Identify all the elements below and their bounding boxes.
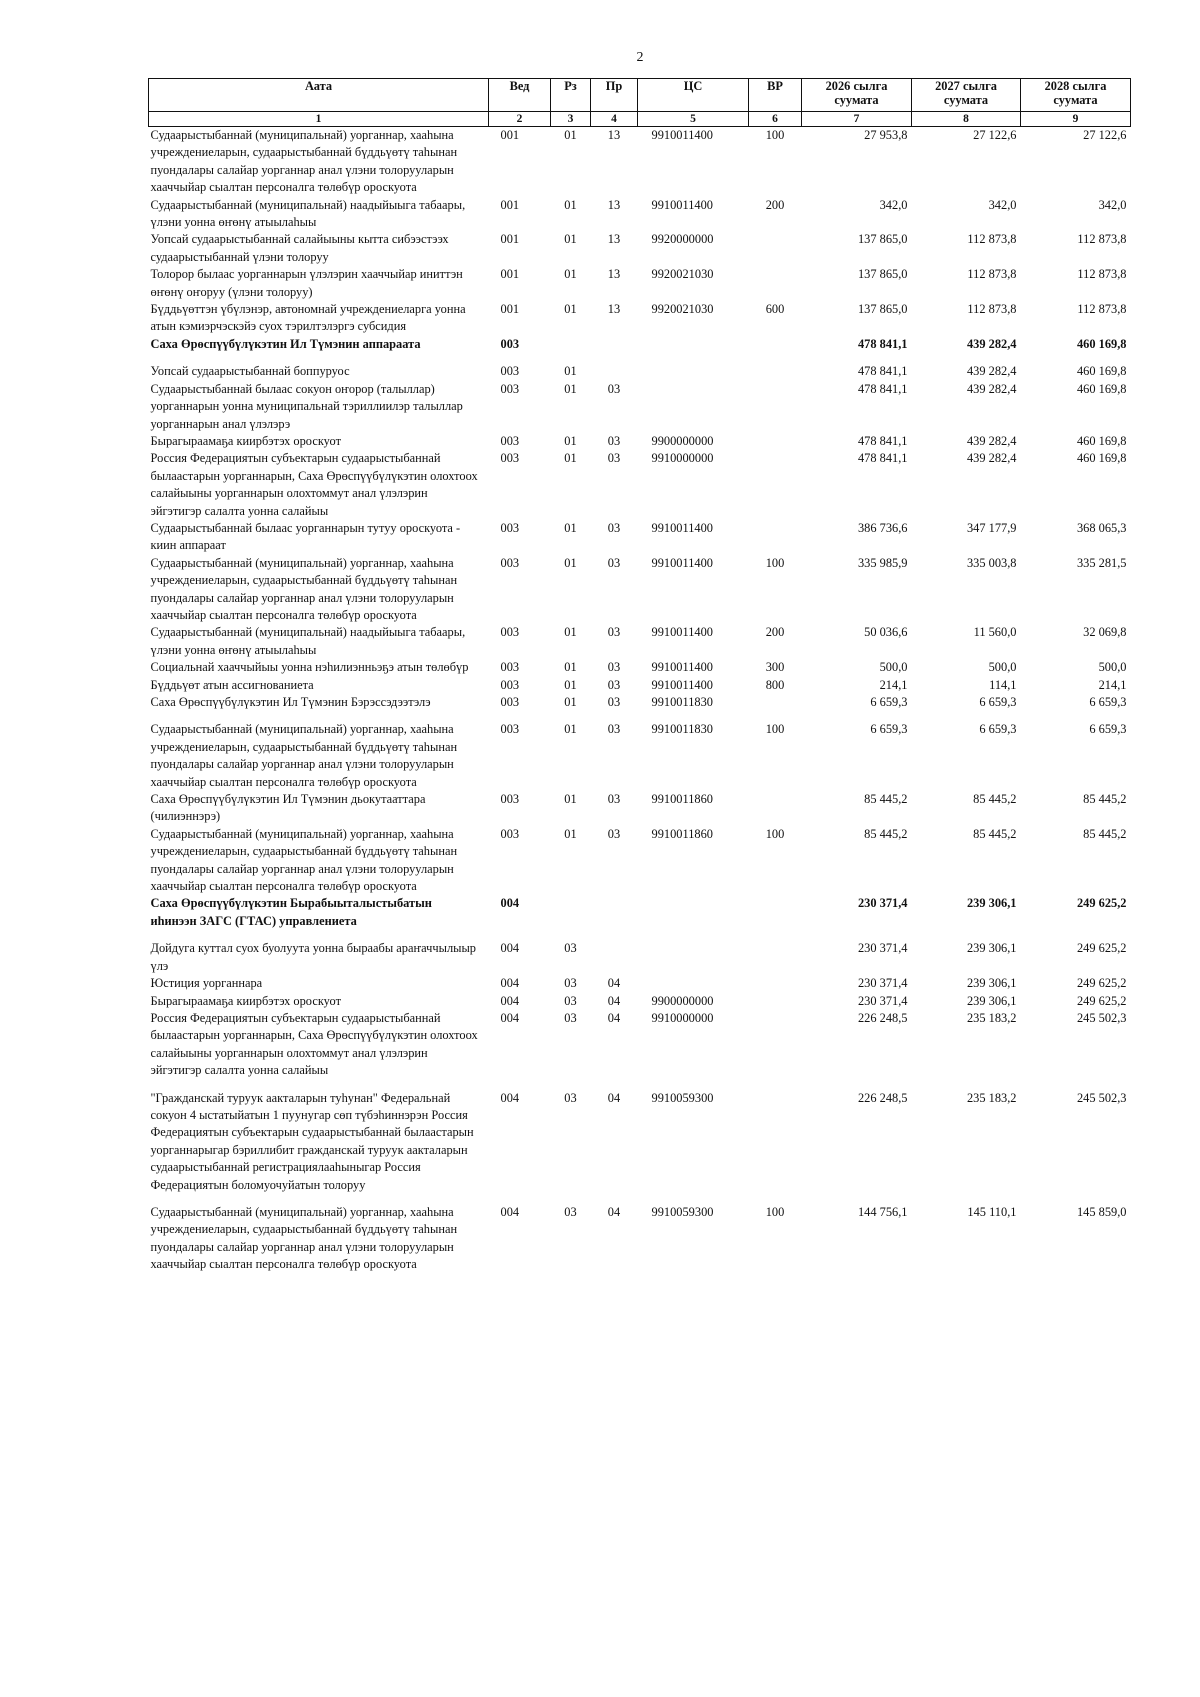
row-ved: 003 <box>500 336 520 351</box>
row-vr <box>749 450 802 520</box>
row-amount-2027: 112 873,8 <box>967 302 1017 317</box>
row-vr <box>749 930 802 975</box>
column-number-row <box>149 112 1131 127</box>
row-amount-2028: 249 625,2 <box>1076 993 1127 1008</box>
row-cs: 9910000000 <box>651 1010 714 1025</box>
row-ved: 003 <box>500 555 520 570</box>
row-rz: 01 <box>564 364 577 379</box>
row-pr: 04 <box>607 993 621 1008</box>
col-number: 8 <box>912 112 1021 127</box>
table-row <box>149 791 1131 826</box>
row-amount-2028: 214,1 <box>1098 677 1127 692</box>
row-rz: 01 <box>564 826 577 841</box>
row-ved: 004 <box>500 976 520 991</box>
row-pr: 04 <box>607 1010 621 1025</box>
row-amount-2028: 112 873,8 <box>1077 232 1127 247</box>
row-amount-2027: 439 282,4 <box>966 336 1017 351</box>
row-rz: 01 <box>564 695 577 709</box>
row-name: Социальнай хааччыйыы уонна нэһилиэнньэҕэ атын төлөбүр <box>150 660 469 675</box>
row-ved: 003 <box>500 451 520 466</box>
col-number: 2 <box>489 112 551 127</box>
row-vr <box>749 433 802 450</box>
row-amount-2026: 386 736,6 <box>857 520 908 535</box>
row-pr: 03 <box>607 722 621 737</box>
row-pr: 03 <box>607 381 621 396</box>
row-ved: 003 <box>500 520 520 535</box>
row-amount-2028: 460 169,8 <box>1076 381 1127 396</box>
row-pr: 03 <box>607 433 621 448</box>
row-amount-2028: 145 859,0 <box>1076 1204 1127 1219</box>
row-vr <box>749 1080 802 1194</box>
row-cs: 9910011400 <box>651 660 713 675</box>
col-header-cs: ЦС <box>638 79 749 112</box>
row-name: Бырагыраамаҕа киирбэтэх ороскуот <box>150 993 341 1008</box>
col-header-name: Аата <box>149 79 489 112</box>
row-vr: 200 <box>765 625 785 640</box>
row-ved: 004 <box>500 896 520 911</box>
row-name: Саха Өрөспүүбүлүкэтин Бырабыыталыстыбатын иһинээн ЗАГС (ГТАС) управлениета <box>150 896 432 928</box>
row-pr: 13 <box>607 197 621 212</box>
table-row <box>149 433 1131 450</box>
table-row <box>149 624 1131 659</box>
row-name: Судаарыстыбаннай (муниципальнай) уорганнар, хааһына учреждениеларын, судаарыстыбаннай бүддьүөтү таһынан пуондалары салайар уорганнар анал үлэни толорууларын хааччыйар сыалтан персоналга төлөбүр ороскуота <box>150 722 458 789</box>
row-vr <box>749 353 802 380</box>
row-amount-2026: 230 371,4 <box>857 976 908 991</box>
row-vr: 100 <box>765 826 785 841</box>
table-row <box>149 1080 1131 1194</box>
row-rz: 01 <box>564 128 577 142</box>
row-name: Уопсай судаарыстыбаннай салайыыны кытта сибээстээх судаарыстыбаннай үлэни толоруу <box>150 232 449 264</box>
col-number: 4 <box>591 112 638 127</box>
row-amount-2028: 249 625,2 <box>1076 941 1127 956</box>
row-amount-2026: 137 865,0 <box>857 232 908 247</box>
row-name: Судаарыстыбаннай (муниципальнай) наадыйыыга табаары, үлэни уонна өҥөнү атыылаһыы <box>150 197 466 230</box>
row-ved: 003 <box>500 695 520 709</box>
row-amount-2028: 460 169,8 <box>1076 336 1127 351</box>
col-header-2028: 2028 сылга суумата <box>1021 79 1131 112</box>
row-rz <box>551 336 591 353</box>
row-rz: 01 <box>564 722 577 737</box>
row-amount-2028: 27 122,6 <box>1083 128 1127 142</box>
row-vr <box>749 520 802 555</box>
row-name: Россия Федерациятын субъектарын судаарыстыбаннай былаастарын уорганнарын, Саха Өрөспүүбүлүкэтин олохтоох салайыыны уорганнарын олохтоммут анал үлэлэрин эйгэтигэр салалта уонна салайыы <box>150 1010 478 1078</box>
row-pr <box>591 353 638 380</box>
row-pr: 03 <box>607 625 621 640</box>
row-amount-2028: 85 445,2 <box>1083 826 1127 841</box>
col-header-ved: Вед <box>489 79 551 112</box>
row-cs: 9910000000 <box>651 451 714 466</box>
table-row <box>149 381 1131 433</box>
table-row <box>149 930 1131 975</box>
row-vr: 100 <box>765 722 785 737</box>
table-row <box>149 1010 1131 1080</box>
row-vr <box>749 266 802 301</box>
col-header-vr: ВР <box>749 79 802 112</box>
table-row <box>149 336 1131 353</box>
header-row <box>149 79 1131 112</box>
row-ved: 004 <box>500 993 520 1008</box>
row-amount-2026: 478 841,1 <box>857 381 908 396</box>
row-amount-2028: 249 625,2 <box>1076 896 1127 911</box>
row-ved: 003 <box>500 433 520 448</box>
row-pr: 04 <box>607 1090 621 1105</box>
row-ved: 001 <box>500 267 520 282</box>
row-cs: 9910011400 <box>651 625 713 640</box>
row-rz: 01 <box>564 302 577 317</box>
row-amount-2026: 500,0 <box>879 660 908 675</box>
table-body <box>149 127 1131 1274</box>
row-amount-2026: 137 865,0 <box>857 302 908 317</box>
row-amount-2028: 112 873,8 <box>1077 267 1127 282</box>
row-amount-2028: 460 169,8 <box>1076 433 1127 448</box>
budget-table <box>148 78 1131 1274</box>
row-vr <box>749 1010 802 1080</box>
row-rz: 01 <box>564 232 577 247</box>
row-amount-2027: 114,1 <box>989 677 1017 692</box>
row-vr <box>749 895 802 930</box>
row-pr: 03 <box>607 792 621 807</box>
row-amount-2028: 500,0 <box>1098 660 1127 675</box>
row-amount-2027: 85 445,2 <box>973 826 1017 841</box>
col-header-2027: 2027 сылга суумата <box>912 79 1021 112</box>
row-amount-2028: 112 873,8 <box>1077 302 1127 317</box>
row-name: "Гражданскай туруук аакталарын туһунан" Федеральнай сокуон 4 ыстатыйатын 1 пуунугар сөп түбэһиннэрэн Россия Федерациятын субъектарын судаарыстыбаннай былаастарын уорганнарыгар бэриллибит гражданскай туруук аакталарын судаарыстыбаннай регистрациялааһыныгар Россия Федерациятын боломуочуйатын толоруу <box>150 1090 474 1192</box>
row-pr <box>591 930 638 975</box>
row-amount-2026: 6 659,3 <box>870 722 908 737</box>
row-pr: 03 <box>607 555 621 570</box>
row-cs <box>638 975 749 992</box>
row-amount-2026: 6 659,3 <box>870 695 908 709</box>
row-amount-2027: 439 282,4 <box>966 364 1017 379</box>
row-pr: 04 <box>607 1204 621 1219</box>
row-cs: 9900000000 <box>651 433 714 448</box>
row-cs: 9920000000 <box>651 232 714 247</box>
row-ved: 003 <box>500 826 520 841</box>
row-name: Саха Өрөспүүбүлүкэтин Ил Түмэнин дьокутааттара (чилиэннэрэ) <box>150 792 426 824</box>
row-cs: 9920021030 <box>651 267 714 282</box>
row-amount-2027: 239 306,1 <box>966 896 1017 911</box>
row-ved: 003 <box>500 792 520 807</box>
row-pr <box>591 336 638 353</box>
row-name: Судаарыстыбаннай (муниципальнай) уорганнар, хааһына учреждениеларын, судаарыстыбаннай бүддьүөтү таһынан пуондалары салайар уорганнар анал үлэни толорууларын хааччыйар сыалтан персоналга төлөбүр ороскуота <box>150 128 458 195</box>
row-amount-2026: 230 371,4 <box>857 941 908 956</box>
row-cs: 9910011400 <box>651 197 713 212</box>
col-number: 7 <box>802 112 912 127</box>
table-row <box>149 677 1131 694</box>
row-rz: 01 <box>564 792 577 807</box>
table-row <box>149 127 1131 197</box>
row-ved: 004 <box>500 941 520 956</box>
row-name: Юстиция уорганнара <box>150 976 263 991</box>
table-row <box>149 694 1131 711</box>
row-rz: 01 <box>564 267 577 282</box>
row-amount-2027: 500,0 <box>988 660 1017 675</box>
row-name: Судаарыстыбаннай (муниципальнай) уорганнар, хааһына учреждениеларын, судаарыстыбаннай бүддьүөтү таһынан пуондалары салайар уорганнар анал үлэни толорууларын хааччыйар сыалтан персоналга төлөбүр ороскуота <box>150 1204 458 1272</box>
row-name: Дойдуга куттал суох буолуута уонна быраабы араҥаччылыыр үлэ <box>150 941 476 973</box>
row-cs <box>638 895 749 930</box>
row-rz: 03 <box>564 1010 577 1025</box>
row-amount-2026: 214,1 <box>879 677 908 692</box>
row-ved: 003 <box>500 660 520 675</box>
row-amount-2027: 112 873,8 <box>967 267 1017 282</box>
row-rz: 03 <box>564 1090 577 1105</box>
row-amount-2026: 230 371,4 <box>857 993 908 1008</box>
table-row <box>149 197 1131 232</box>
page-number: 2 <box>636 50 644 65</box>
row-amount-2026: 226 248,5 <box>857 1010 908 1025</box>
row-vr <box>749 336 802 353</box>
row-pr: 13 <box>607 267 621 282</box>
row-ved: 004 <box>500 1090 520 1105</box>
row-rz: 01 <box>564 660 577 675</box>
row-amount-2026: 85 445,2 <box>864 826 908 841</box>
row-amount-2026: 478 841,1 <box>857 364 908 379</box>
row-cs: 9910011860 <box>651 826 713 841</box>
row-ved: 003 <box>500 381 520 396</box>
row-amount-2028: 245 502,3 <box>1076 1090 1127 1105</box>
row-name: Уопсай судаарыстыбаннай боппуруос <box>150 364 350 379</box>
row-name: Судаарыстыбаннай (муниципальнай) уорганнар, хааһына учреждениеларын, судаарыстыбаннай бүддьүөтү таһынан пуондалары салайар уорганнар анал үлэни толорууларын хааччыйар сыалтан персоналга төлөбүр ороскуота <box>150 826 458 894</box>
row-pr: 03 <box>607 451 621 466</box>
row-amount-2027: 239 306,1 <box>966 993 1017 1008</box>
table-row <box>149 659 1131 676</box>
row-amount-2026: 478 841,1 <box>857 433 908 448</box>
table-row <box>149 450 1131 520</box>
row-pr: 03 <box>607 826 621 841</box>
row-vr: 600 <box>765 302 785 317</box>
row-amount-2028: 342,0 <box>1098 197 1127 212</box>
table-row <box>149 353 1131 380</box>
row-amount-2026: 478 841,1 <box>857 451 908 466</box>
row-amount-2026: 144 756,1 <box>857 1204 908 1219</box>
row-ved: 001 <box>500 197 520 212</box>
row-pr: 13 <box>607 302 621 317</box>
row-ved: 004 <box>500 1010 520 1025</box>
row-pr: 04 <box>607 976 621 991</box>
row-cs: 9910011400 <box>651 128 713 142</box>
row-amount-2027: 342,0 <box>988 197 1017 212</box>
row-amount-2026: 335 985,9 <box>857 555 908 570</box>
row-cs: 9910059300 <box>651 1204 714 1219</box>
table-row <box>149 520 1131 555</box>
row-rz: 03 <box>564 941 577 956</box>
row-name: Судаарыстыбаннай (муниципальнай) уорганнар, хааһына учреждениеларын, судаарыстыбаннай бүддьүөтү таһынан пуондалары салайар уорганнар анал үлэни толорууларын хааччыйар сыалтан персоналга төлөбүр ороскуота <box>150 555 458 622</box>
row-amount-2028: 6 659,3 <box>1089 722 1127 737</box>
row-vr <box>749 993 802 1010</box>
row-vr: 800 <box>765 677 785 692</box>
row-amount-2028: 460 169,8 <box>1076 364 1127 379</box>
row-vr: 100 <box>765 128 785 142</box>
row-pr: 03 <box>607 660 621 675</box>
row-name: Саха Өрөспүүбүлүкэтин Ил Түмэнин аппараата <box>150 336 421 351</box>
row-rz <box>551 895 591 930</box>
row-rz: 01 <box>564 197 577 212</box>
row-ved: 003 <box>500 677 520 692</box>
row-rz: 01 <box>564 520 577 535</box>
row-amount-2027: 347 177,9 <box>966 520 1017 535</box>
row-name: Судаарыстыбаннай былаас уорганнарын тутуу ороскуота - киин аппараат <box>150 520 461 553</box>
row-amount-2027: 145 110,1 <box>967 1204 1017 1219</box>
row-amount-2028: 335 281,5 <box>1076 555 1127 570</box>
row-rz: 01 <box>564 381 577 396</box>
row-amount-2026: 50 036,6 <box>864 625 908 640</box>
row-cs: 9910059300 <box>651 1090 714 1105</box>
row-pr <box>591 895 638 930</box>
row-amount-2027: 239 306,1 <box>966 941 1017 956</box>
row-vr: 200 <box>765 197 785 212</box>
table-row <box>149 993 1131 1010</box>
row-name: Россия Федерациятын субъектарын судаарыстыбаннай былаастарын уорганнарын, Саха Өрөспүүбүлүкэтин олохтоох салайыыны уорганнарын олохтоммут анал үлэлэрин эйгэтигэр салалта уонна салайыы <box>150 451 478 518</box>
row-pr: 13 <box>607 232 621 247</box>
row-rz: 03 <box>564 993 577 1008</box>
row-amount-2027: 239 306,1 <box>966 976 1017 991</box>
row-rz: 01 <box>564 677 577 692</box>
table-row <box>149 895 1131 930</box>
row-amount-2026: 137 865,0 <box>857 267 908 282</box>
row-vr: 100 <box>765 1204 785 1219</box>
row-amount-2027: 235 183,2 <box>966 1090 1017 1105</box>
row-vr <box>749 975 802 992</box>
table-row <box>149 301 1131 336</box>
row-rz: 01 <box>564 451 577 466</box>
table-row <box>149 266 1131 301</box>
row-amount-2027: 235 183,2 <box>966 1010 1017 1025</box>
row-amount-2026: 226 248,5 <box>857 1090 908 1105</box>
row-amount-2027: 112 873,8 <box>967 232 1017 247</box>
row-pr: 03 <box>607 695 621 709</box>
row-name: Судаарыстыбаннай (муниципальнай) наадыйыыга табаары, үлэни уонна өҥөнү атыылаһыы <box>150 625 466 657</box>
row-amount-2027: 6 659,3 <box>979 695 1017 709</box>
row-vr: 300 <box>765 660 785 675</box>
row-name: Толорор былаас уорганнарын үлэлэрин хааччыйар иниттэн өҥөнү оҥоруу (үлэни толоруу) <box>150 267 463 299</box>
row-rz: 01 <box>564 433 577 448</box>
row-vr <box>749 231 802 266</box>
table-row <box>149 975 1131 992</box>
table-row <box>149 231 1131 266</box>
row-name: Бүддьүөттэн үбүлэнэр, автономнай учреждениеларга уонна атын кэмиэрчэскэйэ суох тэрилтэлэргэ субсидия <box>150 302 466 334</box>
row-vr <box>749 694 802 711</box>
col-number: 6 <box>749 112 802 127</box>
row-amount-2026: 478 841,1 <box>857 336 908 351</box>
row-amount-2026: 27 953,8 <box>864 128 908 142</box>
row-amount-2027: 11 560,0 <box>973 625 1017 640</box>
table-row <box>149 711 1131 791</box>
row-ved: 004 <box>500 1204 520 1219</box>
row-cs: 9910011400 <box>651 677 713 692</box>
table-row <box>149 826 1131 896</box>
row-amount-2028: 85 445,2 <box>1083 792 1127 807</box>
row-amount-2026: 342,0 <box>879 197 908 212</box>
row-cs <box>638 381 749 433</box>
table-row <box>149 1194 1131 1274</box>
row-amount-2027: 439 282,4 <box>966 451 1017 466</box>
row-amount-2027: 27 122,6 <box>973 128 1017 142</box>
row-name: Судаарыстыбаннай былаас сокуон оҥорор (талыллар) уорганнарын уонна муниципальнай тэриллиилэр талыллар уорганнарын анал үлэлэрэ <box>150 381 463 431</box>
row-amount-2028: 249 625,2 <box>1076 976 1127 991</box>
row-cs: 9910011830 <box>651 722 713 737</box>
col-number: 5 <box>638 112 749 127</box>
row-amount-2028: 6 659,3 <box>1089 695 1127 709</box>
row-vr: 100 <box>765 555 785 570</box>
row-amount-2028: 245 502,3 <box>1076 1010 1127 1025</box>
row-pr: 03 <box>607 677 621 692</box>
row-ved: 001 <box>500 128 520 142</box>
row-rz: 03 <box>564 1204 577 1219</box>
row-cs: 9910011400 <box>651 555 713 570</box>
row-amount-2026: 230 371,4 <box>857 896 908 911</box>
row-cs: 9900000000 <box>651 993 714 1008</box>
col-header-2026: 2026 сылга суумата <box>802 79 912 112</box>
row-ved: 003 <box>500 625 520 640</box>
row-pr: 13 <box>607 128 621 142</box>
row-amount-2028: 460 169,8 <box>1076 451 1127 466</box>
row-amount-2027: 439 282,4 <box>966 433 1017 448</box>
row-name: Саха Өрөспүүбүлүкэтин Ил Түмэнин Бэрэссэдээтэлэ <box>150 695 431 709</box>
row-amount-2027: 335 003,8 <box>966 555 1017 570</box>
col-number: 1 <box>149 112 489 127</box>
row-ved: 001 <box>500 302 520 317</box>
row-cs <box>638 353 749 380</box>
col-number: 3 <box>551 112 591 127</box>
row-amount-2027: 439 282,4 <box>966 381 1017 396</box>
row-cs: 9920021030 <box>651 302 714 317</box>
row-vr <box>749 791 802 826</box>
row-amount-2028: 32 069,8 <box>1083 625 1127 640</box>
row-cs: 9910011830 <box>651 695 713 709</box>
table-row <box>149 555 1131 625</box>
row-cs <box>638 930 749 975</box>
row-ved: 001 <box>500 232 520 247</box>
row-amount-2026: 85 445,2 <box>864 792 908 807</box>
col-number: 9 <box>1021 112 1131 127</box>
row-rz: 01 <box>564 555 577 570</box>
row-amount-2027: 85 445,2 <box>973 792 1017 807</box>
row-cs: 9910011860 <box>651 792 713 807</box>
col-header-pr: Пр <box>591 79 638 112</box>
row-name: Бырагыраамаҕа киирбэтэх ороскуот <box>150 433 341 448</box>
row-amount-2028: 368 065,3 <box>1076 520 1127 535</box>
col-header-rz: Рз <box>551 79 591 112</box>
row-amount-2027: 6 659,3 <box>979 722 1017 737</box>
row-ved: 003 <box>500 364 520 379</box>
row-pr: 03 <box>607 520 621 535</box>
row-vr <box>749 381 802 433</box>
row-cs <box>638 336 749 353</box>
row-name: Бүддьүөт атын ассигнованиета <box>150 677 314 692</box>
row-rz: 01 <box>564 625 577 640</box>
row-ved: 003 <box>500 722 520 737</box>
row-cs: 9910011400 <box>651 520 713 535</box>
row-rz: 03 <box>564 976 577 991</box>
